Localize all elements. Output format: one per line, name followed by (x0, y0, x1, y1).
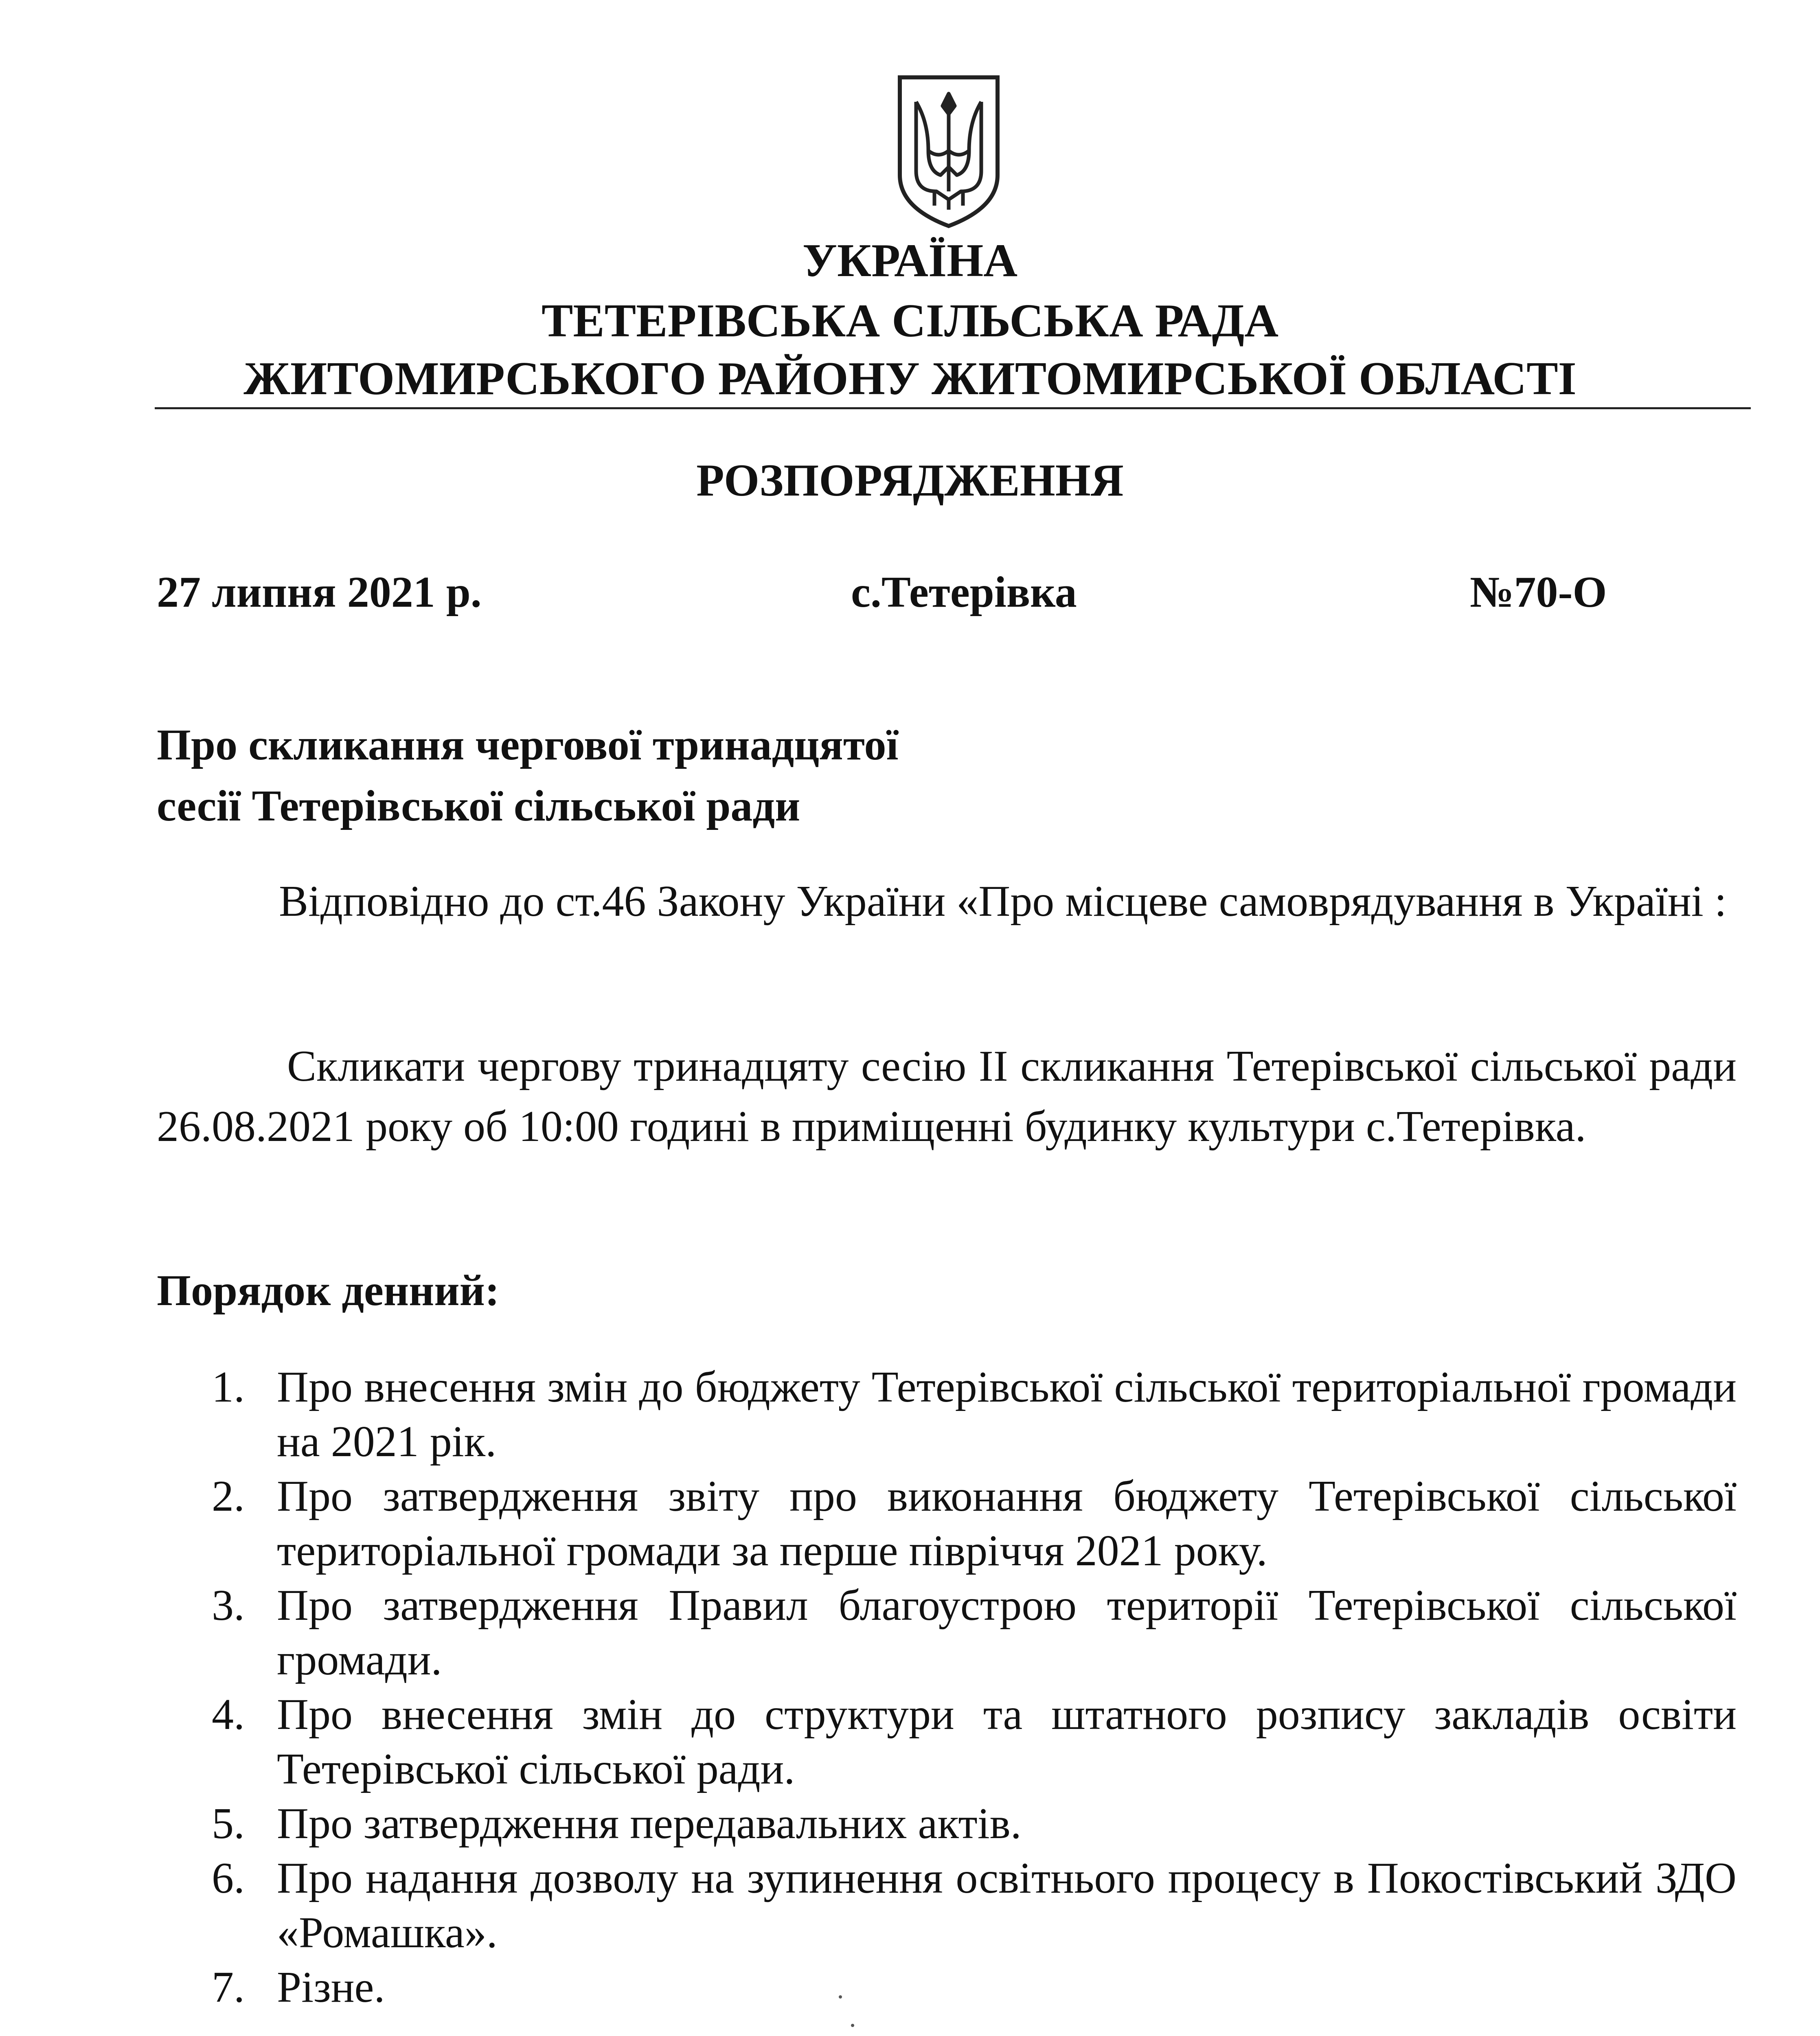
agenda-item (212, 1851, 1737, 1960)
agenda-item-text: Про затвердження звіту про виконання бюджету Тетерівської сільської територіальної громади за перше півріччя 2021 року. (277, 1472, 1737, 1575)
document-number: №70-О (1470, 568, 1607, 617)
agenda-item-number: 2. (212, 1472, 245, 1520)
agenda-item-number: 4. (212, 1690, 245, 1739)
trident-emblem-icon (888, 69, 1010, 232)
agenda-item-number: 1. (212, 1363, 245, 1411)
agenda-item (212, 1797, 1737, 1851)
agenda-item (212, 1469, 1737, 1578)
header-country: УКРАЇНА (802, 235, 1018, 287)
agenda-item-text: Про внесення змін до бюджету Тетерівської сільської територіальної громади на 2021 рік. (277, 1363, 1737, 1466)
agenda-item-text: Про надання дозволу на зупинення освітнього процесу в Покостівський ЗДО «Ромашка». (277, 1854, 1737, 1957)
agenda-item-number: 3. (212, 1581, 245, 1630)
subject-line-2: сесії Тетерівської сільської ради (157, 782, 800, 830)
agenda-item-text: Різне. (277, 1963, 385, 2012)
agenda-item-number: 6. (212, 1854, 245, 1902)
agenda-title: Порядок денний: (157, 1266, 500, 1315)
agenda-item (212, 1578, 1737, 1687)
handwritten-signature (672, 2016, 998, 2036)
agenda-item (212, 1960, 1737, 2015)
legal-basis-paragraph: Відповідно до ст.46 Закону України «Про місцеве самоврядування в Україні : (279, 877, 1727, 926)
agenda-item-number: 5. (212, 1799, 245, 1848)
header-region: ЖИТОМИРСЬКОГО РАЙОНУ ЖИТОМИРСЬКОЇ ОБЛАСТІ (243, 353, 1577, 405)
document-type: РОЗПОРЯДЖЕННЯ (696, 455, 1124, 506)
convocation-paragraph: Скликати чергову тринадцяту сесію II скликання Тетерівської сільської ради 26.08.2021 року об 10:00 годині в приміщенні будинку культури с.Тетерівка. (157, 1042, 1737, 1151)
subject-line-1: Про скликання чергової тринадцятої (157, 721, 899, 769)
agenda-item (212, 1687, 1737, 1797)
header-divider (155, 407, 1751, 409)
scan-speck (851, 2024, 854, 2027)
agenda-item-text: Про внесення змін до структури та штатного розпису закладів освіти Тетерівської сільської ради. (277, 1690, 1737, 1793)
header-council: ТЕТЕРІВСЬКА СІЛЬСЬКА РАДА (541, 295, 1279, 347)
agenda-item (212, 1360, 1737, 1469)
document-date: 27 липня 2021 р. (157, 568, 482, 617)
agenda-item-number: 7. (212, 1963, 245, 2012)
document-place: с.Тетерівка (851, 568, 1077, 617)
agenda-item-text: Про затвердження передавальних актів. (277, 1799, 1022, 1848)
scan-speck (839, 1995, 842, 1999)
agenda-list (212, 1360, 1737, 2015)
agenda-item-text: Про затвердження Правил благоустрою території Тетерівської сільської громади. (277, 1581, 1737, 1684)
